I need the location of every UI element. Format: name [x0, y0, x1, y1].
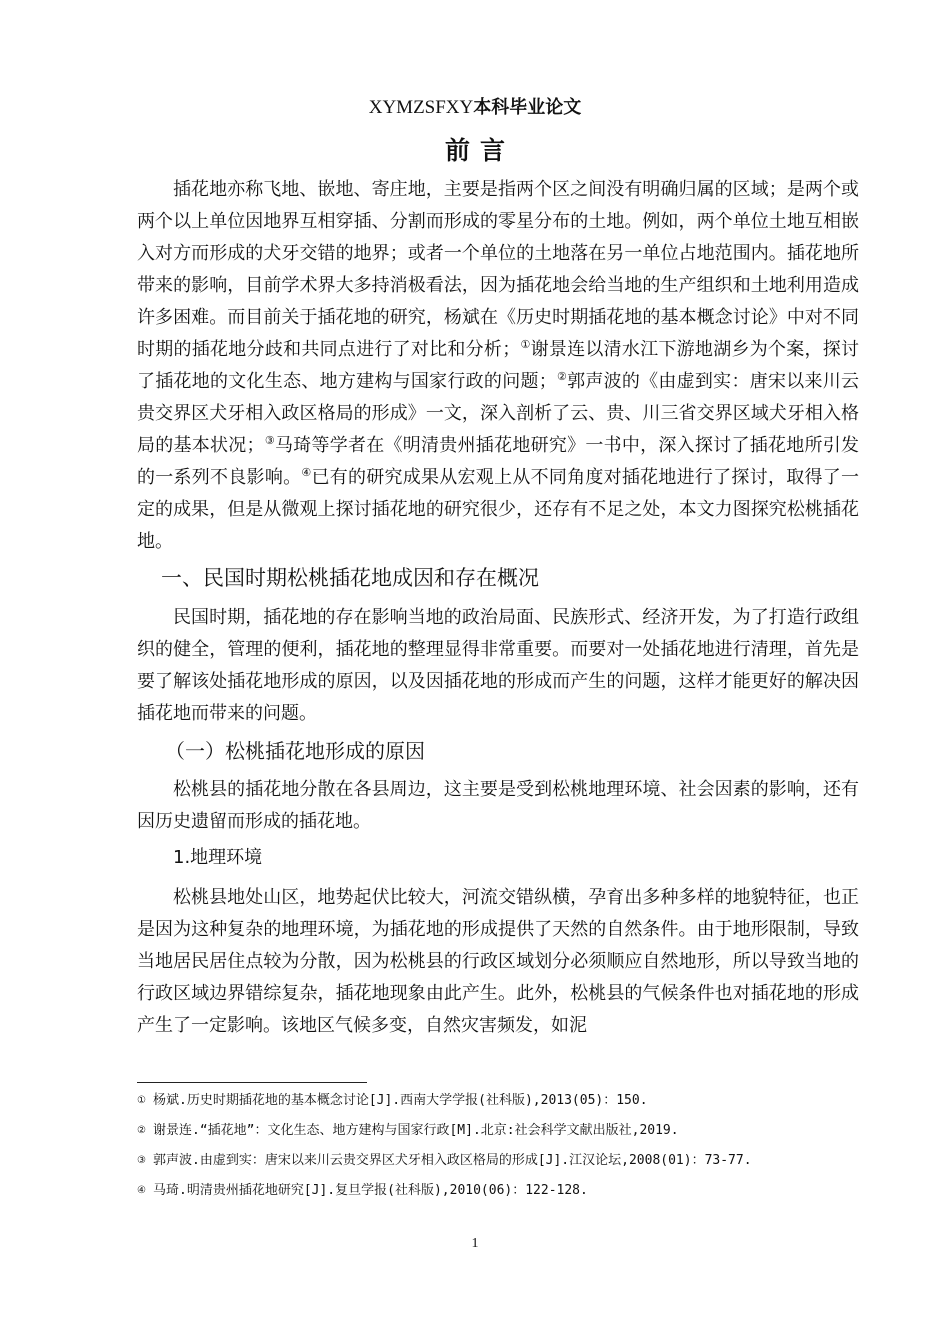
footnote-mark: ②	[137, 1125, 146, 1136]
footnote-item	[137, 1120, 859, 1142]
subsection-paragraph: 松桃县的插花地分散在各县周边，这主要是受到松桃地理环境、社会因素的影响，还有因历史遗留而形成的插花地。	[137, 779, 859, 832]
footnote-text: 马琦.明清贵州插花地研究[J].复旦学报(社科版),2010(06)：122-128.	[153, 1183, 588, 1198]
intro-text-2: 谢景连以清水江下游地湖乡为个案，探讨了插花地的文化生态、地方建构与国家行政的问题；	[137, 339, 860, 392]
footnote-item	[137, 1180, 859, 1202]
intro-text-4: 马琦等学者在《明清贵州插花地研究》一书中，深入探讨了插花地所引发的一系列不良影响。	[137, 435, 859, 488]
subsubsection-paragraph: 松桃县地处山区，地势起伏比较大，河流交错纵横，孕育出多种多样的地貌特征，也正是因为这种复杂的地理环境，为插花地的形成提供了天然的自然条件。由于地形限制，导致当地居民居住点较为分散，因为松桃县的行政区域划分必须顺应自然地形，所以导致当地的行政区域边界错综复杂，插花地现象由此产生。此外，松桃县的气候条件也对插花地的形成产生了一定影响。该地区气候多变，自然灾害频发，如泥	[137, 887, 859, 1036]
section-heading: 一、民国时期松桃插花地成因和存在概况	[161, 566, 539, 590]
body-text	[137, 174, 859, 1042]
footnote-mark: ①	[137, 1095, 146, 1106]
running-header	[0, 94, 950, 122]
subsubsection-heading: 1.地理环境	[173, 847, 263, 868]
footnote-text: 郭声波.由虚到实：唐宋以来川云贵交界区犬牙相入政区格局的形成[J].江汉论坛,2008(01)：73-77.	[153, 1153, 752, 1168]
intro-text-3: 郭声波的《由虚到实：唐宋以来川云贵交界区犬牙相入政区格局的形成》一文，深入剖析了云、贵、川三省交界区域犬牙相入格局的基本状况；	[137, 371, 860, 456]
footnote-ref-1[interactable]: ①	[520, 338, 531, 351]
header-cjk: 本科毕业论文	[473, 97, 582, 118]
footnote-text: 谢景连.“插花地”：文化生态、地方建构与国家行政[M].北京:社会科学文献出版社,2019.	[153, 1123, 679, 1138]
intro-text-5: 已有的研究成果从宏观上从不同角度对插花地进行了探讨，取得了一定的成果，但是从微观上探讨插花地的研究很少，还存有不足之处，本文力图探究松桃插花地。	[137, 467, 859, 552]
footnote-divider	[137, 1082, 367, 1083]
footnote-ref-4[interactable]: ④	[301, 466, 312, 479]
header-latin: XYMZSFXY	[368, 97, 474, 118]
footnote-ref-2[interactable]: ②	[556, 370, 568, 383]
section-paragraph: 民国时期，插花地的存在影响当地的政治局面、民族形式、经济开发，为了打造行政组织的健全，管理的便利，插花地的整理显得非常重要。而要对一处插花地进行清理，首先是要了解该处插花地形成的原因，以及因插花地的形成而产生的问题，这样才能更好的解决因插花地而带来的问题。	[137, 607, 859, 724]
intro-paragraph	[137, 174, 859, 558]
page-title: 前言	[444, 136, 515, 165]
page-number: 1	[471, 1236, 479, 1251]
footnote-item	[137, 1150, 859, 1172]
footnote-text: 杨斌.历史时期插花地的基本概念讨论[J].西南大学学报(社科版),2013(05)：150.	[153, 1093, 648, 1108]
intro-text-1: 插花地亦称飞地、嵌地、寄庄地，主要是指两个区之间没有明确归属的区域；是两个或两个以上单位因地界互相穿插、分割而形成的零星分布的土地。例如，两个单位土地互相嵌入对方而形成的犬牙交错的地界；或者一个单位的土地落在另一单位占地范围内。插花地所带来的影响，目前学术界大多持消极看法，因为插花地会给当地的生产组织和土地利用造成许多困难。而目前关于插花地的研究，杨斌在《历史时期插花地的基本概念讨论》中对不同时期的插花地分歧和共同点进行了对比和分析；	[137, 179, 859, 360]
footnote-mark: ③	[137, 1155, 146, 1166]
footnote-ref-3[interactable]: ③	[264, 434, 275, 447]
footnote-item	[137, 1090, 859, 1112]
subsection-heading: （一）松桃插花地形成的原因	[165, 739, 425, 763]
footnotes	[137, 1090, 859, 1210]
footnote-mark: ④	[137, 1185, 146, 1196]
